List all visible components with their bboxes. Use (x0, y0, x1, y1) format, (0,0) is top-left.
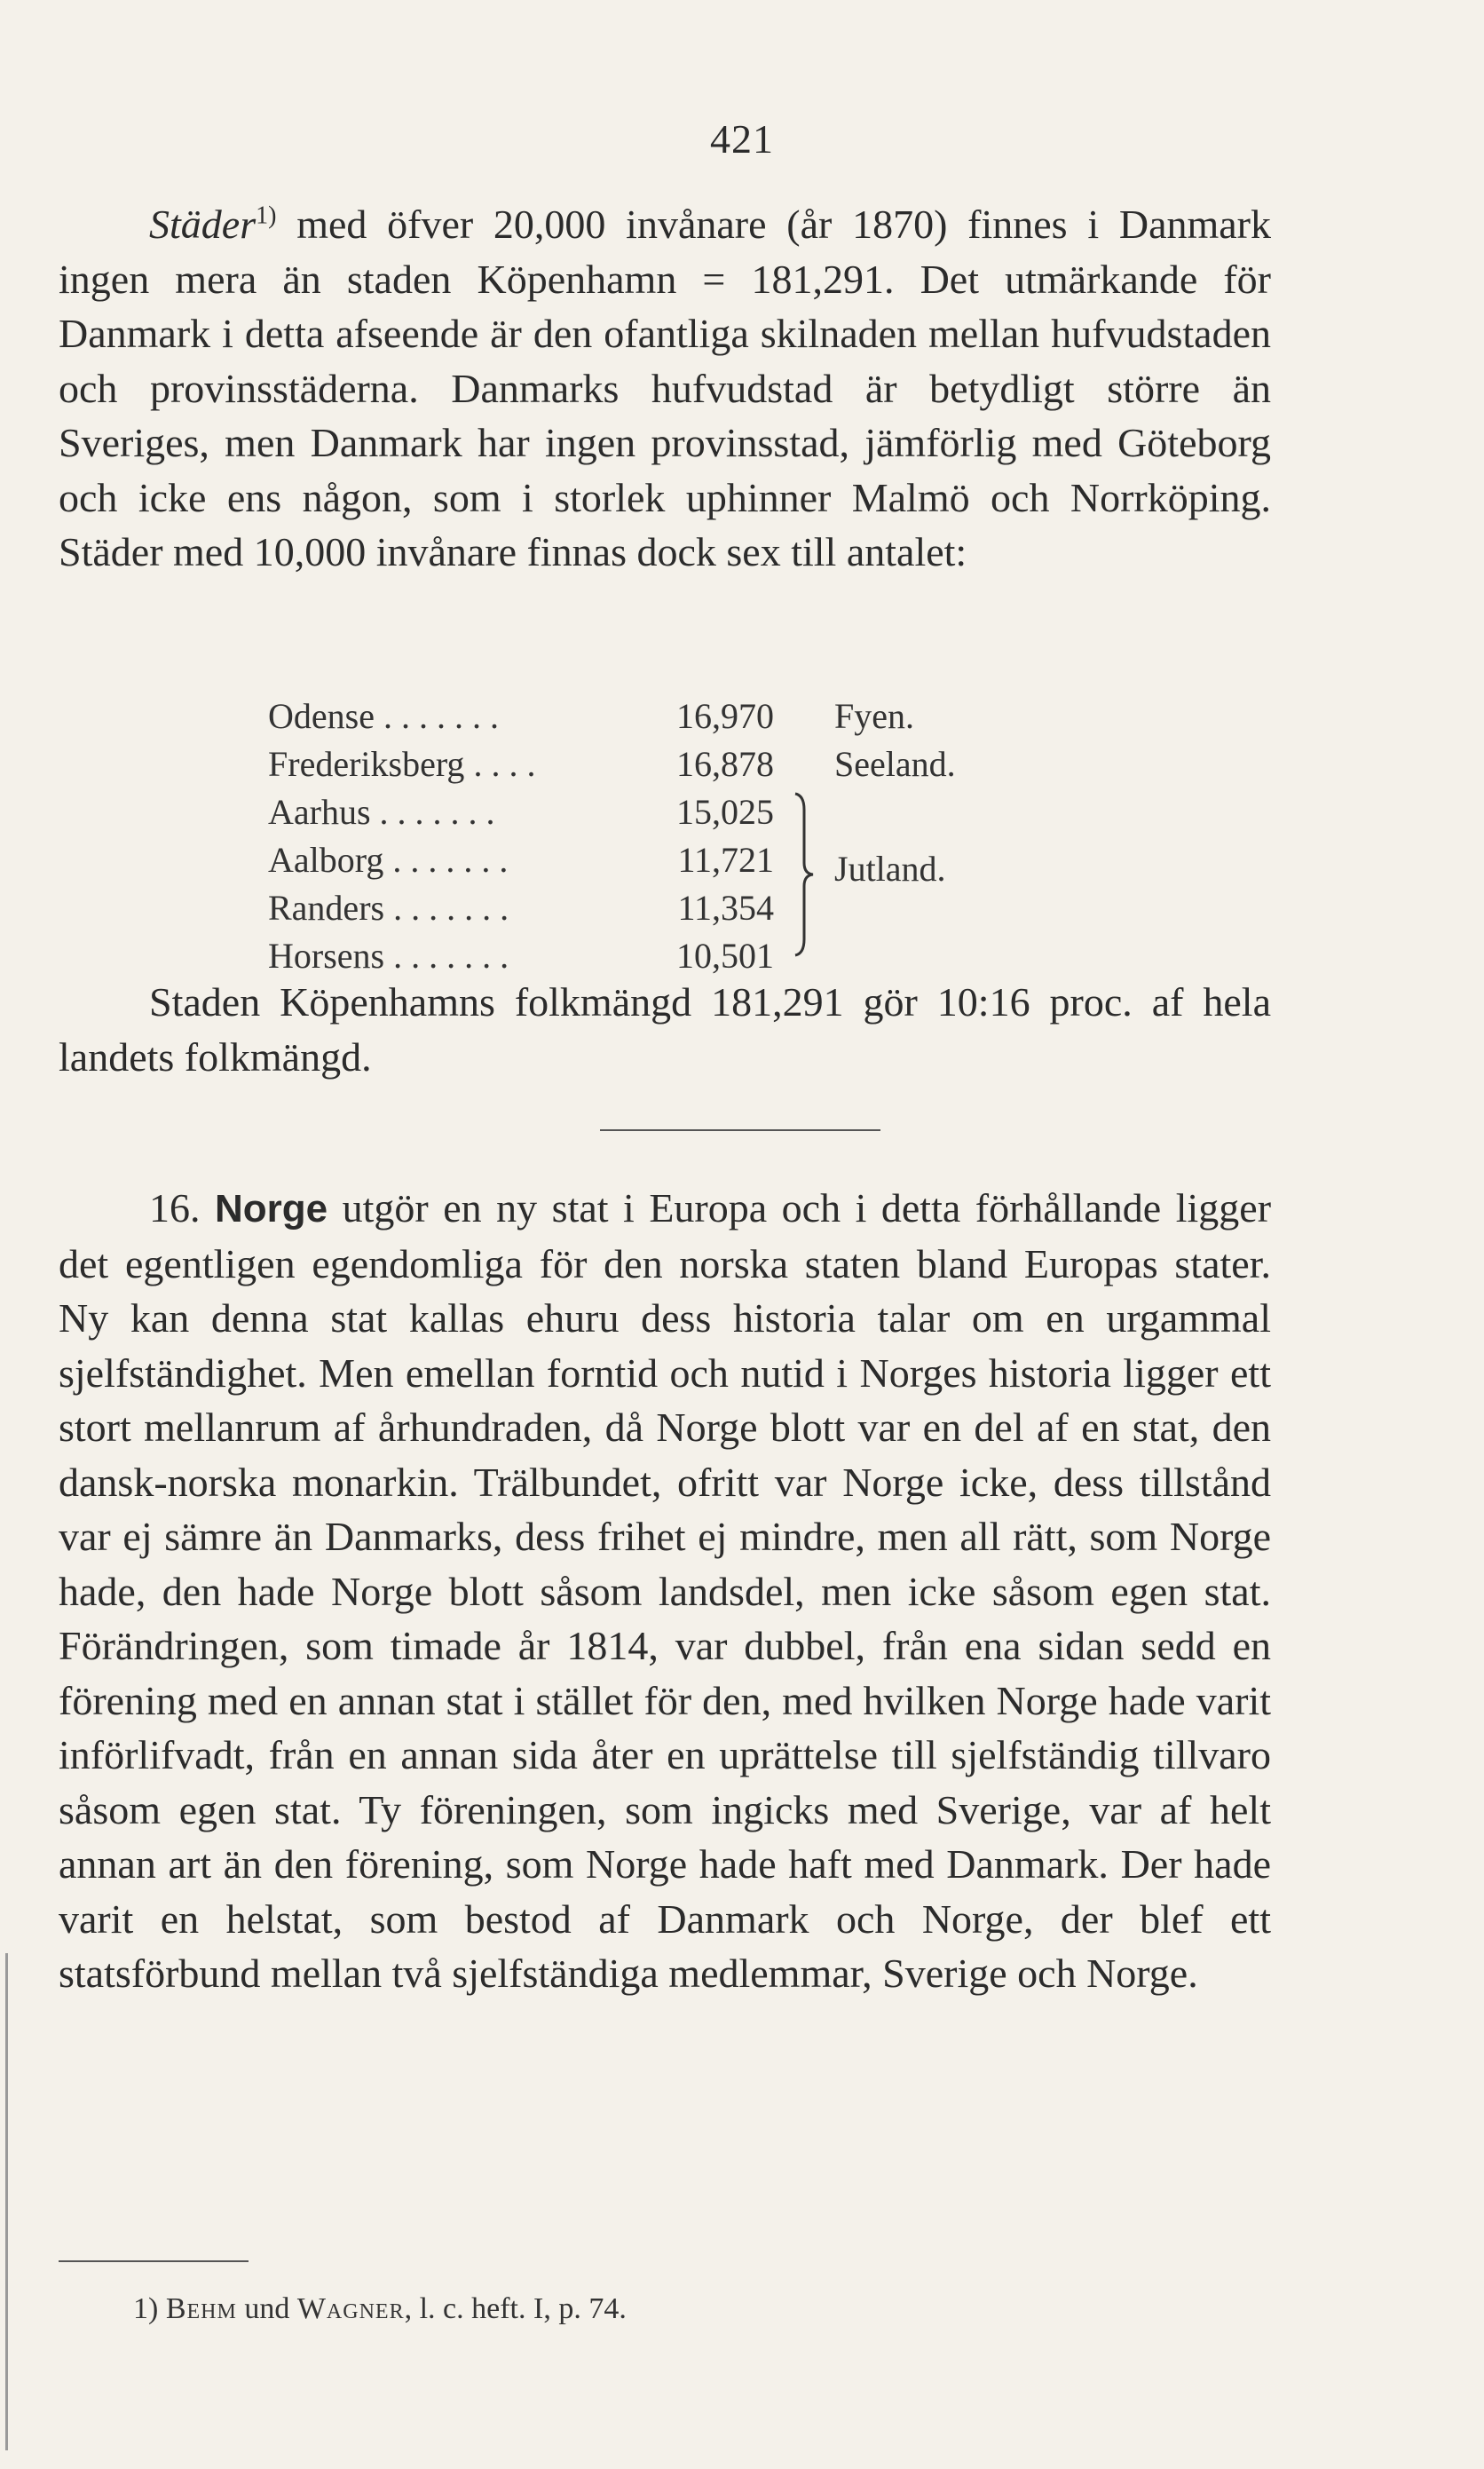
city-region: Fyen. (834, 696, 914, 736)
page-number: 421 (710, 116, 774, 162)
leader-dots: . . . . . . . (384, 888, 509, 928)
footnote-author-1: Behm (165, 2292, 237, 2325)
section-heading: Norge (215, 1187, 328, 1231)
city-region: Seeland. (834, 744, 956, 784)
leader-dots: . . . . (464, 744, 536, 784)
city-population: 11,354 (677, 888, 774, 928)
footnote-und: und (244, 2292, 290, 2325)
city-population: 16,970 (676, 696, 774, 736)
city-name: Randers (268, 888, 385, 928)
footnote-author-2: Wagner (296, 2292, 405, 2325)
footnote-reference: 1) (256, 202, 277, 230)
summary-text: Staden Köpenhamns folkmängd 181,291 gör 10:16 proc. af hela landets folkmängd. (59, 979, 1271, 1080)
leader-dots: . . . . . . . (370, 792, 495, 832)
footnote (133, 2292, 627, 2326)
section-divider (600, 1129, 880, 1131)
right-brace (792, 792, 817, 957)
section-16 (59, 1181, 1271, 2001)
page-edge-mark (5, 1953, 8, 2450)
intro-italic-word: Städer (149, 202, 257, 247)
summary-paragraph (59, 975, 1271, 1084)
city-name: Aalborg (268, 840, 384, 880)
city-name: Odense (268, 696, 375, 736)
city-population: 11,721 (677, 840, 774, 880)
city-population: 15,025 (676, 792, 774, 832)
footnote-mark: 1) (133, 2292, 159, 2325)
grouped-region: Jutland. (834, 849, 946, 889)
section-text: utgör en ny stat i Europa och i detta förhållande ligger det egentligen egendomliga för den norska staten bland Europas stater. Ny kan denna stat kallas ehuru dess historia talar om en urgammal sjelfständighet. Men emellan forntid och nutid i Norges historia ligger ett stort mellanrum af århundraden, då Norge blott var en del af en stat, den dansk-norska monarkin. Trälbundet, ofritt var Norge icke, dess tillstånd var ej sämre än Danmarks, dess frihet ej mindre, men all rätt, som Norge hade, den hade Norge blott såsom landsdel, men icke såsom egen stat. Förändringen, som timade år 1814, var dubbel, från ena sidan sedd en förening med en annan stat i stället för den, med hvilken Norge hade varit införlifvadt, från en annan sida åter en uprättelse till sjelfständig tillvaro såsom egen stat. Ty föreningen, som ingicks med Sverige, var af helt annan art än den förening, som Norge hade haft med Danmark. Der hade varit en helstat, som bestod af Danmark och Norge, der blef ett statsförbund mellan två sjelfständiga medlemmar, Sverige och Norge. (59, 1185, 1272, 1996)
leader-dots: . . . . . . . (383, 840, 509, 880)
footnote-rest: , l. c. heft. I, p. 74. (404, 2292, 627, 2325)
city-name: Horsens (268, 936, 385, 976)
intro-paragraph (59, 197, 1271, 580)
intro-text: med öfver 20,000 invånare (år 1870) finnes i Danmark ingen mera än staden Köpenhamn = 181,291. Det utmärkande för Danmark i detta afseende är den ofantliga skilnaden mellan hufvudstaden och provinsstäderna. Danmarks hufvudstad är betydligt större än Sveriges, men Danmark har ingen provinsstad, jämförlig med Göteborg och icke ens någon, som i storlek uphinner Malmö och Norrköping. Städer med 10,000 invånare finnas dock sex till antalet: (59, 202, 1271, 574)
footnote-divider (59, 2260, 249, 2262)
leader-dots: . . . . . . . (384, 936, 509, 976)
city-name: Frederiksberg (268, 744, 465, 784)
city-population: 16,878 (676, 744, 774, 784)
section-number: 16. (149, 1185, 201, 1231)
city-name: Aarhus (268, 792, 371, 832)
leader-dots: . . . . . . . (374, 696, 499, 736)
city-population: 10,501 (676, 936, 774, 976)
